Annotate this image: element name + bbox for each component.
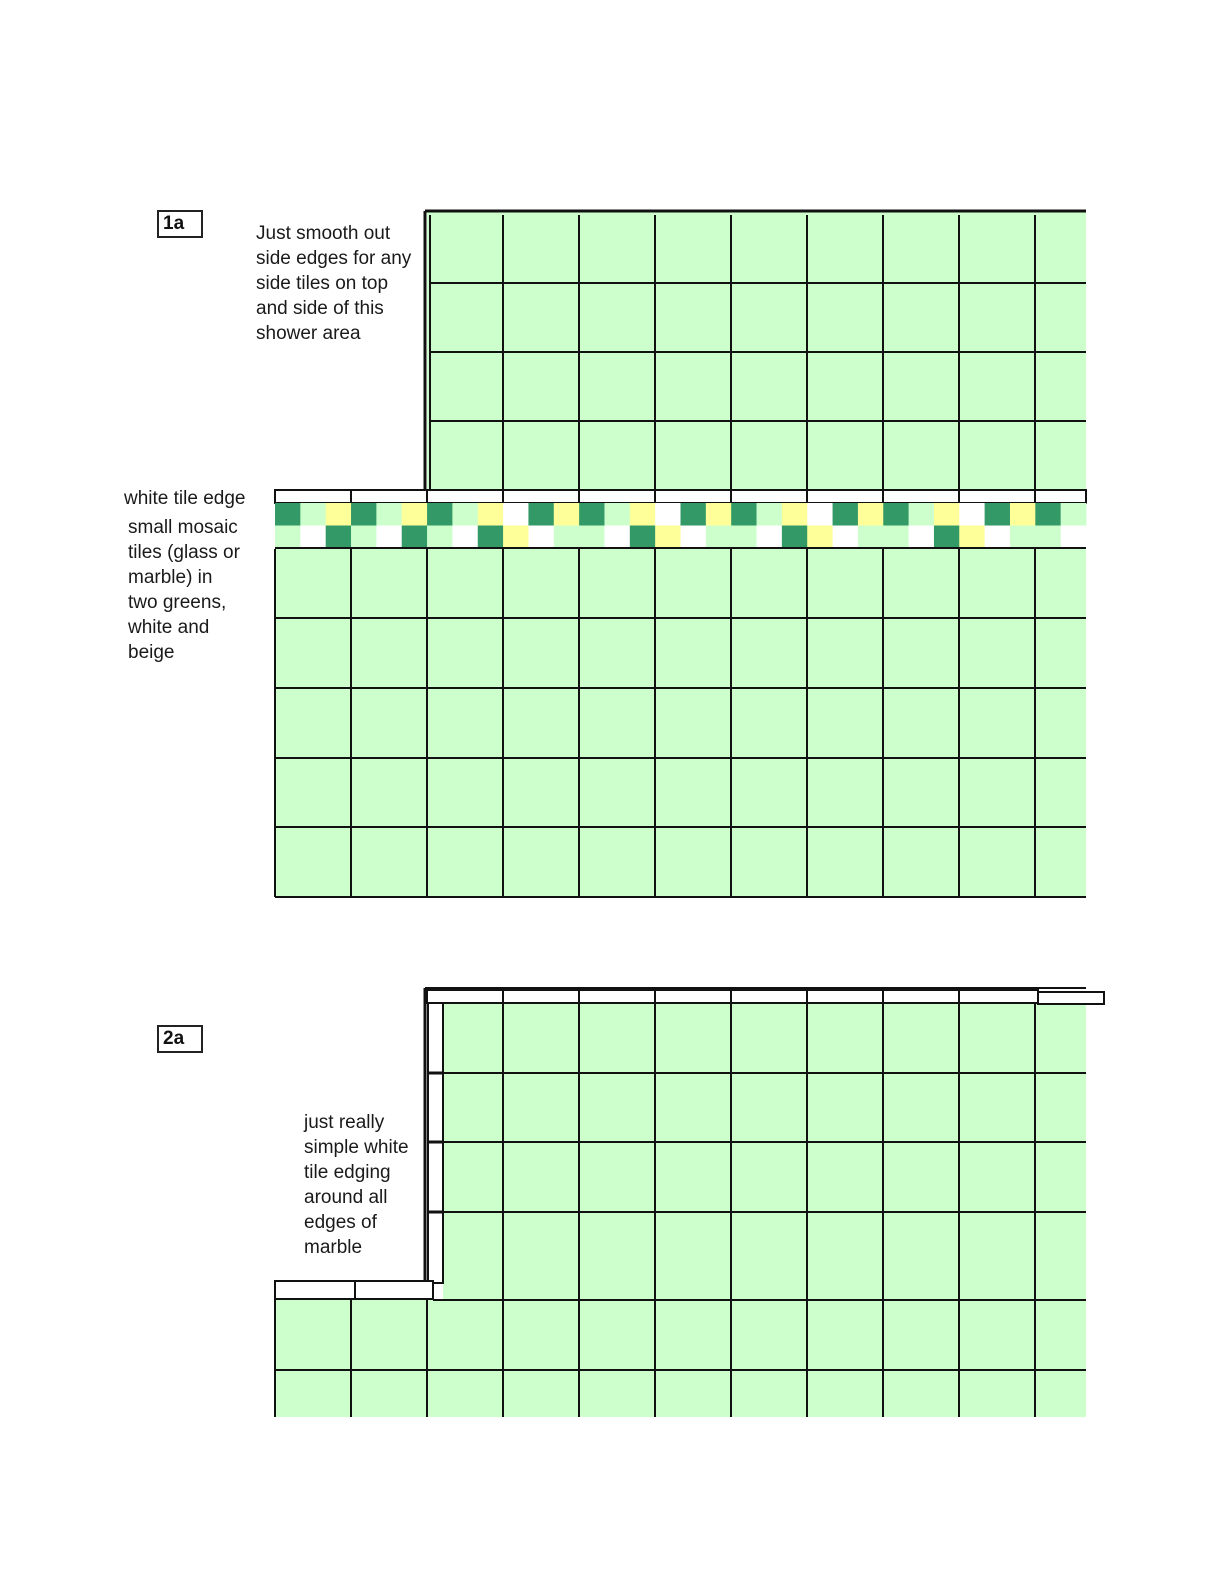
mosaic-tile [604,526,630,549]
mosaic-tile [1010,503,1036,526]
mosaic-tile [655,526,681,549]
mosaic-tile [757,503,783,526]
upper-tile-field [443,1003,1086,1301]
mosaic-tile [630,503,656,526]
mosaic-tile [503,526,529,549]
mosaic-tile [351,526,377,549]
mosaic-tile [909,503,935,526]
mosaic-tile [478,526,504,549]
mosaic-tile [681,503,707,526]
mosaic-tile [1035,503,1061,526]
mosaic-tile [959,526,985,549]
mosaic-tile [883,526,909,549]
mosaic-tile [883,503,909,526]
mosaic-tile [858,526,884,549]
mosaic-tile [985,526,1011,549]
mosaic-tile [275,503,301,526]
top-white-edging [427,990,1038,1003]
mosaic-tile [402,503,428,526]
mosaic-tile [959,503,985,526]
mosaic-tile [1035,526,1061,549]
lower-tile-field [275,1299,1086,1417]
mosaic-tile [731,503,757,526]
mosaic-tile [528,526,554,549]
lower-tile-field [275,549,1086,897]
mosaic-tile [351,503,377,526]
white-tile-edge-label: white tile edge [124,488,246,509]
mosaic-tile [985,503,1011,526]
mosaic-tile [1061,526,1087,549]
mosaic-tile [554,526,580,549]
figure-1a-badge: 1a [157,210,203,238]
mosaic-tile [528,503,554,526]
mosaic-tile [630,526,656,549]
mosaic-tile [604,503,630,526]
mosaic-tile [326,526,352,549]
mosaic-tile [402,526,428,549]
mosaic-tile [503,503,529,526]
mosaic-tile [376,503,402,526]
mosaic-tile [858,503,884,526]
mosaic-tile [655,503,681,526]
mosaic-tile [427,526,453,549]
mosaic-tile [376,526,402,549]
mosaic-tile [427,503,453,526]
mosaic-tile [681,526,707,549]
mosaic-tile [300,503,326,526]
figure-1a-note: Just smooth out side edges for any side tiles on top and side of this shower area [256,223,412,344]
mosaic-tile [1061,503,1087,526]
mosaic-tile [909,526,935,549]
top-right-edging-extension [1038,992,1104,1004]
mosaic-tile [706,503,732,526]
mosaic-tile [326,503,352,526]
mosaic-tile [579,503,605,526]
mosaic-tile [807,526,833,549]
mosaic-tile [300,526,326,549]
mosaic-tile [731,526,757,549]
mosaic-tile [934,526,960,549]
mosaic-tile [275,526,301,549]
mosaic-tile [478,503,504,526]
mosaic-tile [833,503,859,526]
white-tile-edge-strip [275,490,1086,503]
mosaic-tiles-label: small mosaic tiles (glass or marble) in two greens, white and beige [128,517,240,663]
mosaic-tile [833,526,859,549]
mosaic-tile [579,526,605,549]
mosaic-tile [1010,526,1036,549]
mosaic-tile [782,503,808,526]
mosaic-tile [452,526,478,549]
mosaic-tile [706,526,732,549]
mosaic-tile [554,503,580,526]
mosaic-tile [757,526,783,549]
mosaic-tile [452,503,478,526]
mosaic-tile [782,526,808,549]
figure-2a-note: just really simple white tile edging around all edges of marble [304,1112,409,1258]
mosaic-tile [807,503,833,526]
mosaic-tile [934,503,960,526]
figure-2a-badge: 2a [157,1025,203,1053]
